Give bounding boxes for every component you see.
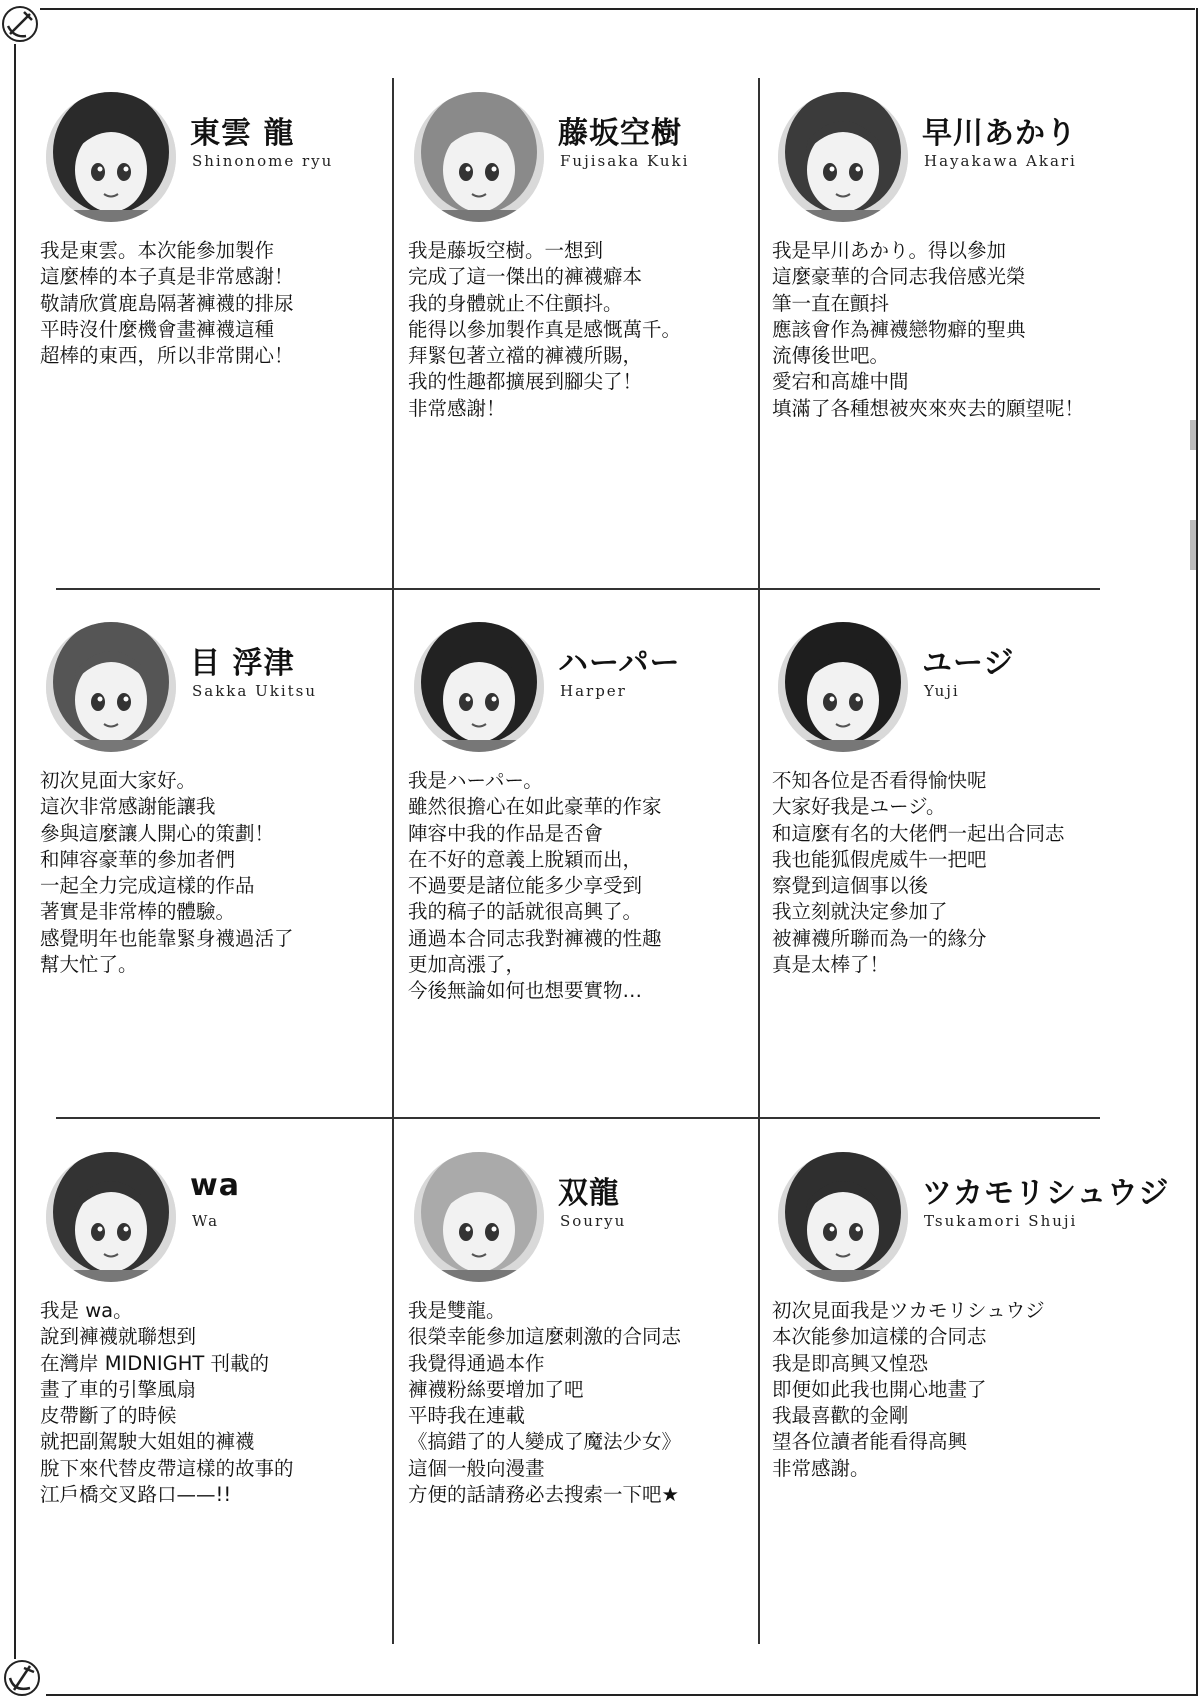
message-line: 在灣岸 MIDNIGHT 刊載的	[40, 1351, 270, 1375]
contributor-name: ハーパー	[558, 646, 681, 681]
message-line: 方便的話請務必去搜索一下吧★	[408, 1483, 679, 1507]
message-line: 這次非常感謝能讓我	[40, 795, 216, 819]
message-line: 非常感謝。	[772, 1456, 870, 1480]
contributor-card	[408, 70, 748, 550]
contributor-card	[772, 600, 1112, 1080]
message-line: 望各位讀者能看得高興	[772, 1430, 968, 1454]
avatar	[778, 1152, 908, 1282]
message-line: 幫大忙了。	[40, 953, 138, 977]
avatar	[46, 1152, 176, 1282]
contributor-romanized-name: Yuji	[924, 682, 960, 700]
message-line: 我是雙龍。	[408, 1299, 506, 1322]
message-line: 我是 wa。	[40, 1299, 133, 1322]
contributor-message	[40, 1298, 385, 1508]
message-line: 我的身體就止不住顫抖。	[408, 291, 623, 315]
message-line: 畫了車的引擎風扇	[40, 1377, 197, 1401]
message-line: 即便如此我也開心地畫了	[772, 1377, 987, 1401]
contributor-message	[40, 238, 385, 369]
message-line: 不過要是諸位能多少享受到	[408, 874, 643, 898]
anchor-icon-bottom-left	[2, 1658, 42, 1698]
message-line: 脫下來代替皮帶這樣的故事的	[40, 1456, 294, 1480]
avatar-illustration	[46, 92, 176, 222]
anchor-icon-top-left	[0, 4, 40, 44]
message-line: 我立刻就決定參加了	[772, 900, 948, 924]
contributor-name: 双龍	[558, 1176, 620, 1211]
message-line: 平時我在連載	[408, 1404, 526, 1428]
contributor-romanized-name: Shinonome ryu	[192, 152, 334, 170]
message-line: 筆一直在顫抖	[772, 291, 890, 315]
contributor-name: 藤坂空樹	[558, 116, 682, 151]
contributor-name: 早川あかり	[922, 116, 1077, 151]
avatar-illustration	[414, 622, 544, 752]
message-line: 在不好的意義上脫穎而出，	[408, 847, 643, 871]
row-divider-2	[56, 1117, 1100, 1119]
message-line: 我是藤坂空樹。一想到	[408, 239, 604, 262]
message-line: 能得以參加製作真是感慨萬千。	[408, 317, 682, 341]
avatar	[414, 92, 544, 222]
message-line: 著實是非常棒的體驗。	[40, 900, 236, 924]
frame-right-line	[1196, 8, 1198, 1696]
message-line: 這個一般向漫畫	[408, 1456, 545, 1480]
message-line: 初次見面我是ツカモリシュウジ	[772, 1299, 1045, 1322]
message-line: 很榮幸能參加這麼刺激的合同志	[408, 1325, 682, 1349]
message-line: 通過本合同志我對褲襪的性趣	[408, 926, 662, 950]
contributor-message	[408, 768, 753, 1005]
edge-mark	[1190, 520, 1196, 570]
contributor-name: ツカモリシュウジ	[922, 1176, 1170, 1211]
frame-top-line	[40, 8, 1195, 10]
avatar	[46, 622, 176, 752]
message-line: 我是ハーパー。	[408, 769, 543, 792]
message-line: 大家好我是ユージ。	[772, 795, 946, 819]
message-line: 一起全力完成這樣的作品	[40, 874, 255, 898]
message-line: 江戶橋交叉路口——!!	[40, 1483, 232, 1507]
message-line: 我是早川あかり。得以參加	[772, 239, 1007, 262]
message-line: 真是太棒了！	[772, 953, 890, 977]
message-line: 說到褲襪就聯想到	[40, 1325, 197, 1349]
contributor-card	[40, 1130, 380, 1610]
message-line: 陣容中我的作品是否會	[408, 821, 604, 845]
message-line: 初次見面大家好。	[40, 769, 197, 792]
message-line: 非常感謝！	[408, 396, 506, 420]
message-line: 完成了這一傑出的褲襪癖本	[408, 265, 643, 289]
column-divider-2	[758, 78, 760, 1644]
message-line: 超棒的東西，所以非常開心！	[40, 344, 294, 368]
contributor-card	[772, 1130, 1170, 1610]
contributor-message	[40, 768, 385, 978]
message-line: 今後無論如何也想要實物…	[408, 979, 643, 1003]
message-line: 皮帶斷了的時候	[40, 1404, 177, 1428]
contributor-romanized-name: Souryu	[560, 1212, 627, 1230]
message-line: 我是即高興又惶恐	[772, 1351, 929, 1375]
message-line: 被褲襪所聯而為一的緣分	[772, 926, 987, 950]
message-line: 愛宕和高雄中間	[772, 370, 909, 394]
message-line: 我覺得通過本作	[408, 1351, 545, 1375]
message-line: 參與這麼讓人開心的策劃！	[40, 821, 275, 845]
message-line: 雖然很擔心在如此豪華的作家	[408, 795, 662, 819]
row-divider-1	[56, 588, 1100, 590]
column-divider-1	[392, 78, 394, 1644]
message-line: 填滿了各種想被夾來夾去的願望呢！	[772, 396, 1085, 420]
message-line: 這麼豪華的合同志我倍感光榮	[772, 265, 1026, 289]
avatar-illustration	[414, 1152, 544, 1282]
avatar	[46, 92, 176, 222]
message-line: 《搞錯了的人變成了魔法少女》	[408, 1430, 682, 1454]
contributor-message	[772, 238, 1117, 422]
frame-bottom-line	[46, 1694, 1196, 1696]
message-line: 就把副駕駛大姐姐的褲襪	[40, 1430, 255, 1454]
contributor-name: 東雲 龍	[190, 116, 295, 151]
avatar	[414, 622, 544, 752]
contributor-romanized-name: Hayakawa Akari	[924, 152, 1077, 170]
contributor-card	[408, 1130, 748, 1610]
avatar	[778, 92, 908, 222]
message-line: 感覺明年也能靠緊身襪過活了	[40, 926, 294, 950]
message-line: 和這麼有名的大佬們一起出合同志	[772, 821, 1065, 845]
frame-left-line	[14, 44, 16, 1659]
contributor-card	[40, 70, 380, 550]
message-line: 本次能參加這樣的合同志	[772, 1325, 987, 1349]
message-line: 平時沒什麼機會畫褲襪這種	[40, 317, 275, 341]
message-line: 應該會作為褲襪戀物癖的聖典	[772, 317, 1026, 341]
contributor-romanized-name: Wa	[192, 1212, 220, 1230]
message-line: 這麼棒的本子真是非常感謝！	[40, 265, 294, 289]
message-line: 敬請欣賞鹿島隔著褲襪的排尿	[40, 291, 294, 315]
edge-mark	[1190, 420, 1196, 450]
contributor-message	[408, 1298, 753, 1508]
message-line: 更加高漲了，	[408, 953, 526, 977]
avatar-illustration	[778, 92, 908, 222]
contributor-card	[40, 600, 380, 1080]
contributor-name: wa	[190, 1168, 240, 1203]
contributor-card	[772, 70, 1112, 550]
message-line: 褲襪粉絲要增加了吧	[408, 1377, 584, 1401]
message-line: 不知各位是否看得愉快呢	[772, 769, 987, 792]
contributor-card	[408, 600, 748, 1080]
avatar	[414, 1152, 544, 1282]
message-line: 和陣容豪華的參加者們	[40, 847, 236, 871]
message-line: 我是東雲。本次能參加製作	[40, 239, 275, 262]
contributor-romanized-name: Tsukamori Shuji	[924, 1212, 1078, 1230]
avatar-illustration	[46, 1152, 176, 1282]
avatar-illustration	[46, 622, 176, 752]
message-line: 拜緊包著立襠的褲襪所賜，	[408, 344, 643, 368]
message-line: 我也能狐假虎威牛一把吧	[772, 847, 987, 871]
message-line: 我的稿子的話就很高興了。	[408, 900, 643, 924]
contributor-romanized-name: Harper	[560, 682, 627, 700]
message-line: 察覺到這個事以後	[772, 874, 929, 898]
contributor-romanized-name: Fujisaka Kuki	[560, 152, 690, 170]
contributor-name: ユージ	[922, 646, 1015, 681]
avatar-illustration	[778, 622, 908, 752]
contributor-romanized-name: Sakka Ukitsu	[192, 682, 318, 700]
message-line: 我最喜歡的金剛	[772, 1404, 909, 1428]
avatar-illustration	[414, 92, 544, 222]
avatar-illustration	[778, 1152, 908, 1282]
contributor-message	[772, 768, 1117, 978]
avatar	[778, 622, 908, 752]
contributor-message	[408, 238, 753, 422]
message-line: 我的性趣都擴展到腳尖了！	[408, 370, 643, 394]
message-line: 流傳後世吧。	[772, 344, 890, 368]
contributor-name: 目 浮津	[190, 646, 295, 681]
contributor-message	[772, 1298, 1117, 1482]
